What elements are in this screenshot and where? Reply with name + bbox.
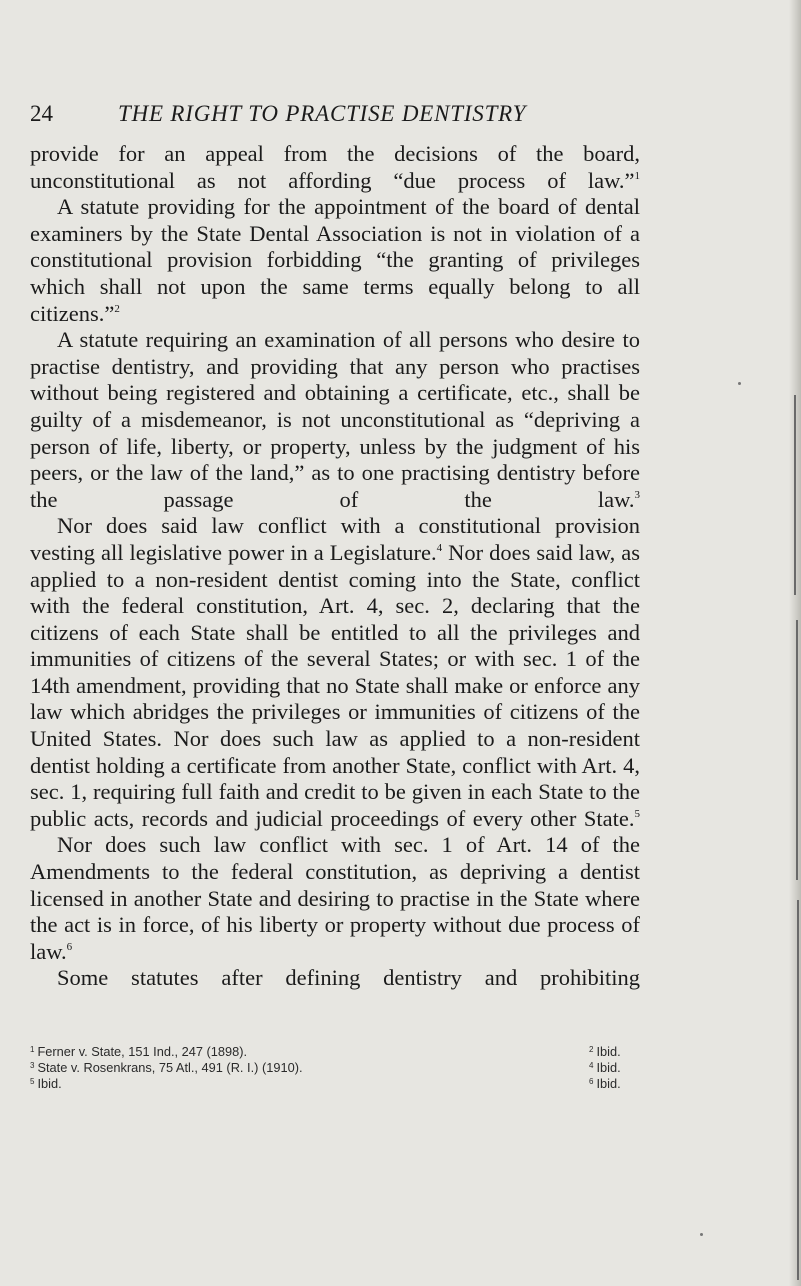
page-edge-line <box>797 900 799 1280</box>
footnote: $^3$ State v. Rosenkrans, 75 Atl., 491 (R. I.) (1910). <box>30 1060 303 1075</box>
footnote: $^4$ Ibid. <box>589 1060 621 1075</box>
footnote-ref: 6 <box>66 940 73 953</box>
footnote: $^1$ Ferner v. State, 151 Ind., 247 (1898). <box>30 1044 248 1059</box>
paragraph: Some statutes after defining dentistry and prohibiting <box>57 965 640 991</box>
page-edge-line <box>796 620 798 880</box>
footnote-ref: 5 <box>634 807 640 820</box>
paragraph: Nor does such law conflict with sec. 1 of Art. 14 of the Amendments to the federal constitution, as depriving a dentist licensed in another State and desiring to practise in the State where the act is in force, of his liberty or property without due process of law.$^6$ <box>30 832 640 964</box>
footnote: $^5$ Ibid. <box>30 1076 62 1091</box>
paragraph: A statute requiring an examination of all persons who desire to practise dentistry, and providing that any person who practises without being registered and obtaining a certificate, etc., shall be guilty of a misdemeanor, is not unconstitutional as “depriving a person of life, liberty, or property, unless by the judgment of his peers, or the law of the land,” as to one practising dentistry before the passage of the law.$^3$ <box>30 327 640 512</box>
paper-speck <box>738 382 741 385</box>
footnote-ref: 4 <box>436 541 443 554</box>
footnote-row <box>30 1060 655 1076</box>
page-edge-shadow <box>789 0 801 1286</box>
footnotes <box>30 1044 655 1092</box>
paragraph: Nor does said law conflict with a constitutional provision vesting all legislative power in a Legislature.$^4$ Nor does said law, as applied to a non-resident dentist coming into the State, conflict with the federal constitution, Art. 4, sec. 2, declaring that the citizens of each State shall be entitled to all the privileges and immunities of citizens of the several States; or with sec. 1 of the 14th amendment, providing that no State shall make or enforce any law which abridges the privileges or immunities of citizens of the United States. Nor does such law as applied to a non-resident dentist holding a certificate from another State, conflict with Art. 4, sec. 1, requiring full faith and credit to be given in each State to the public acts, records and judicial proceedings of every other State.$^5$ <box>30 513 640 831</box>
footnote-ref: 3 <box>634 488 640 501</box>
footnote: $^6$ Ibid. <box>589 1076 621 1091</box>
page-number: 24 <box>30 101 53 126</box>
paragraph: provide for an appeal from the decisions of the board, unconstitutional as not affording “due process of law.”$^1$ <box>30 141 640 193</box>
footnote: $^2$ Ibid. <box>589 1044 621 1059</box>
running-head: THE RIGHT TO PRACTISE DENTISTRY <box>118 101 527 126</box>
body-text <box>30 141 640 992</box>
footnote-ref: 2 <box>114 302 120 315</box>
footnote-row <box>30 1076 655 1092</box>
footnote-ref: 1 <box>634 169 640 182</box>
page-edge-line <box>794 395 796 595</box>
paper-speck <box>700 1233 703 1236</box>
paragraph: A statute providing for the appointment of the board of dental examiners by the State Dental Association is not in violation of a constitutional provision forbidding “the granting of privileges which shall not upon the same terms equally belong to all citizens.”$^2$ <box>30 194 640 326</box>
footnote-row <box>30 1044 655 1060</box>
